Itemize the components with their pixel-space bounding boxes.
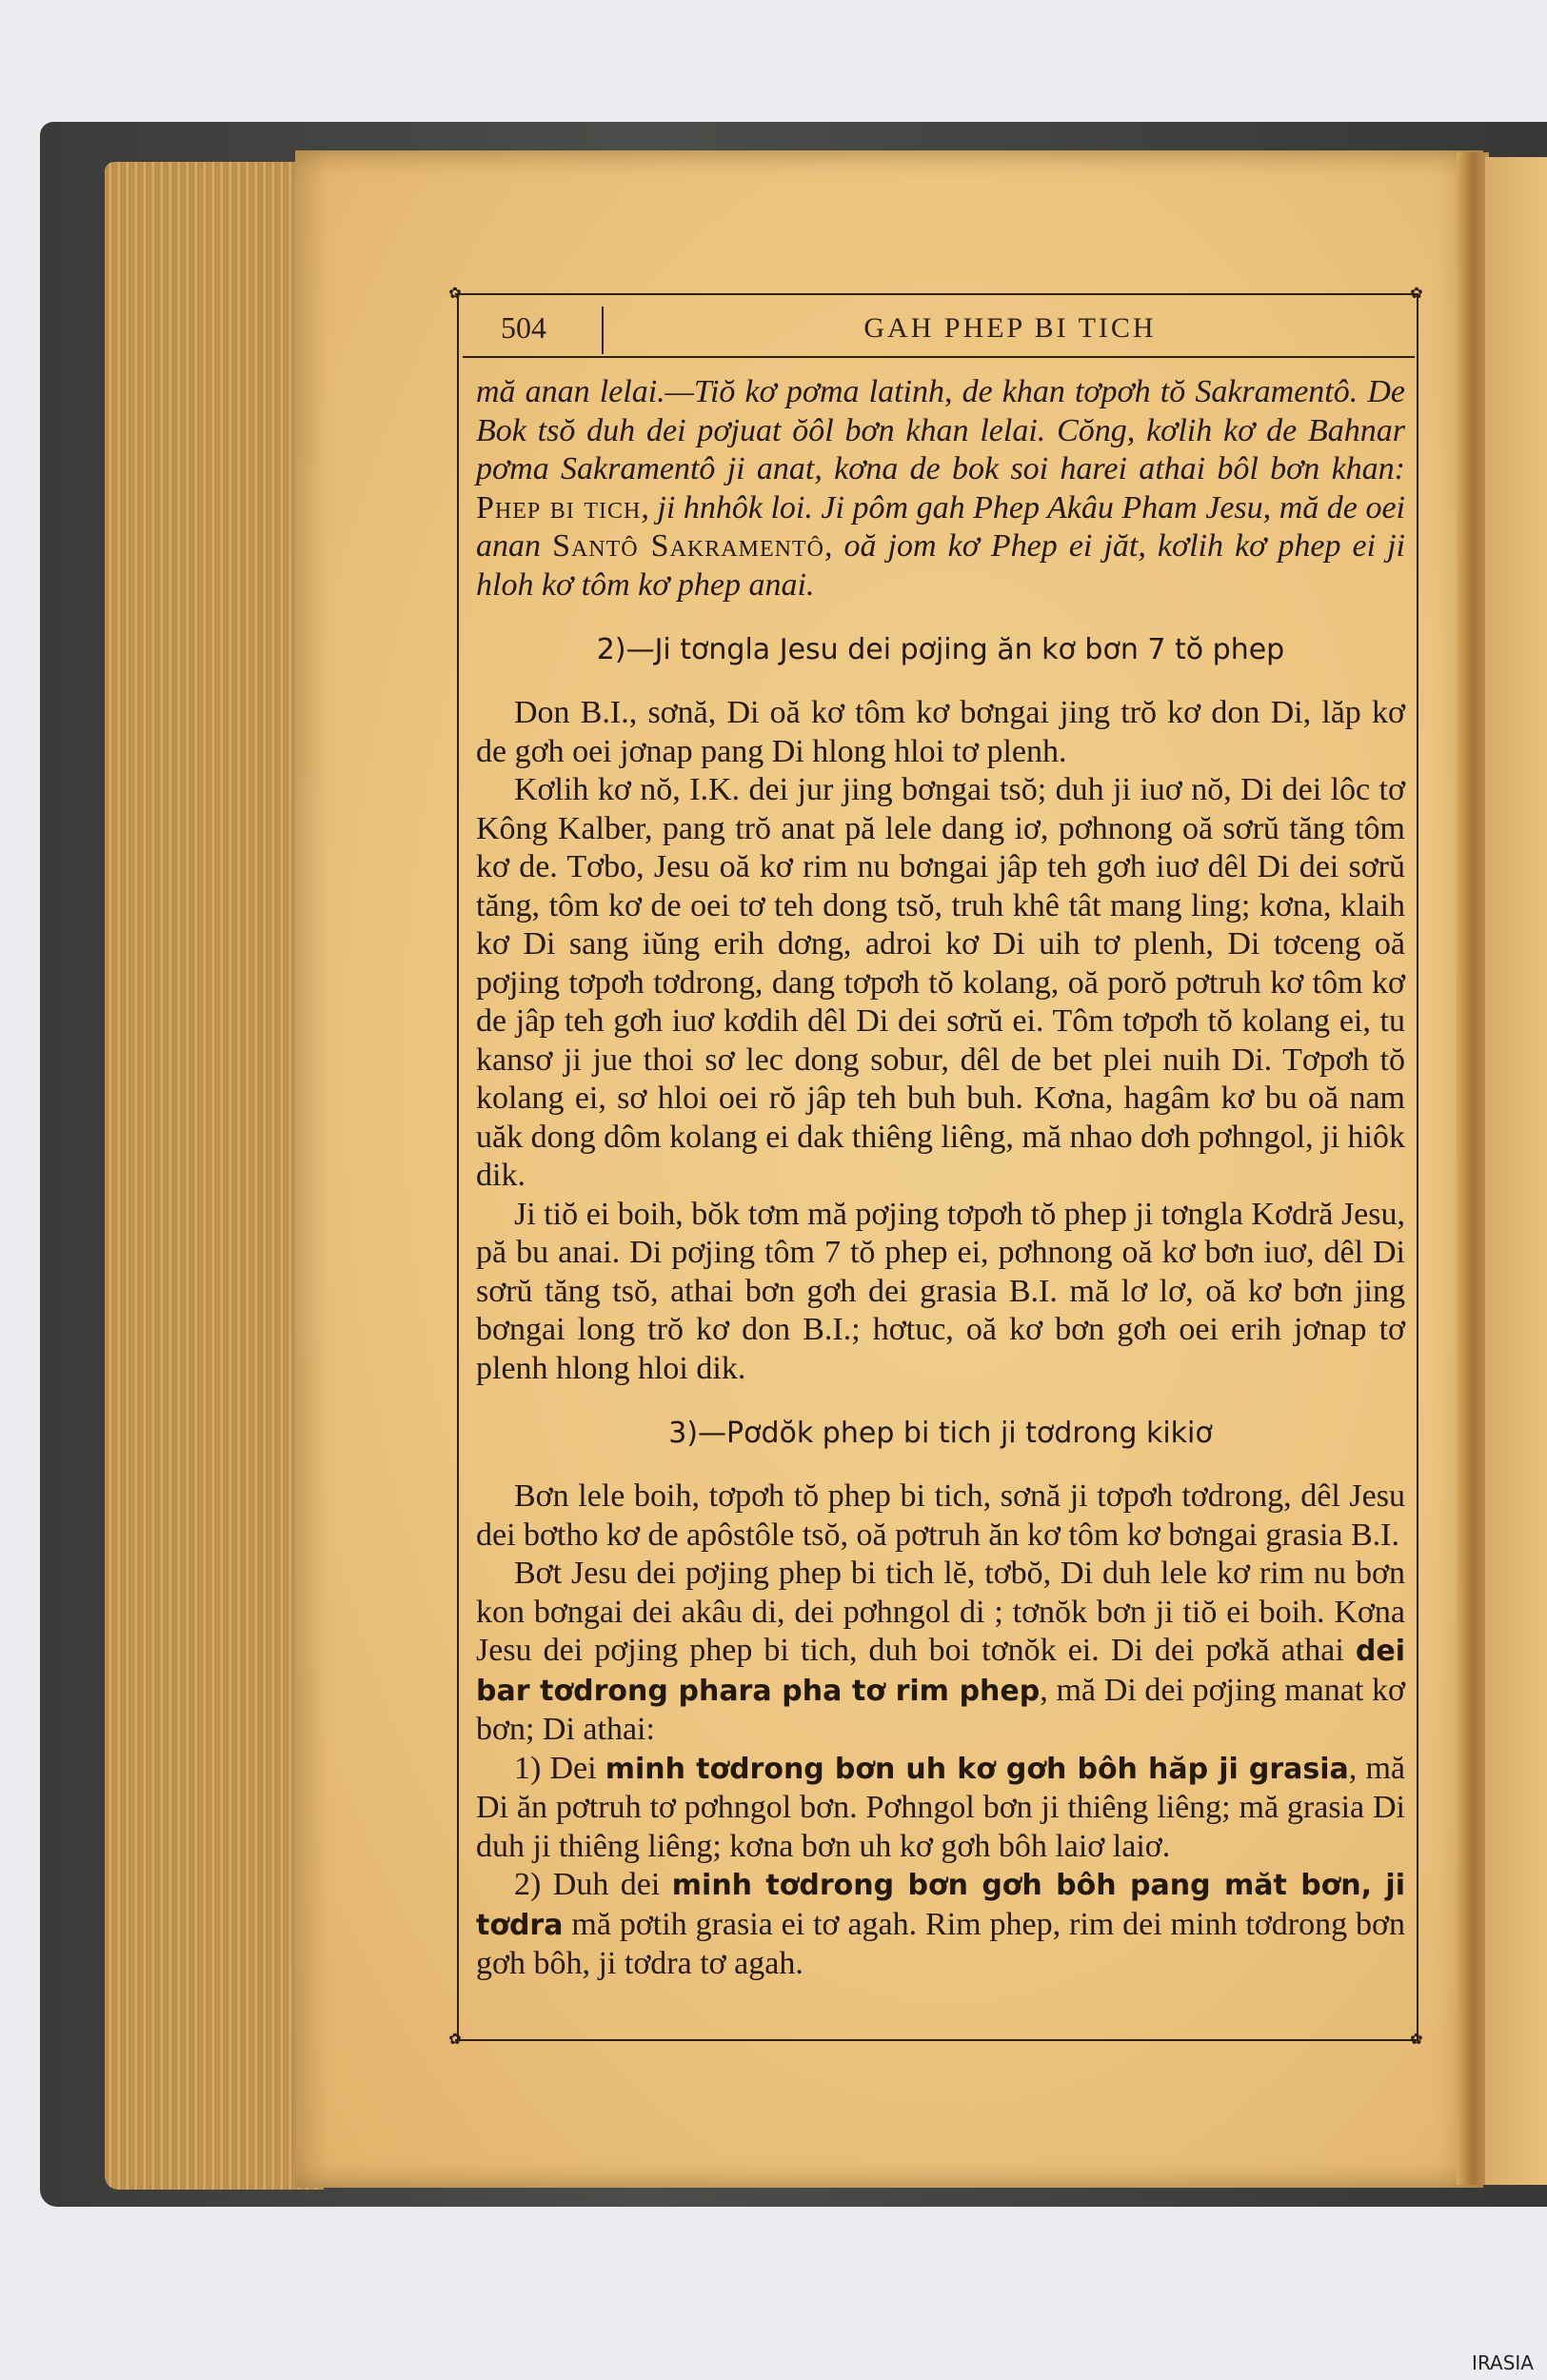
frame-bottom-rule <box>455 2039 1418 2041</box>
page-header <box>463 307 1415 358</box>
corner-ornament-icon: ✿ <box>448 284 462 302</box>
intro-smallcaps-1: Phep bi tich <box>476 489 642 526</box>
corner-ornament-icon: ✿ <box>448 2030 462 2048</box>
section-2-paragraph: Don B.I., sơnă, Di oă kơ tôm kơ bơngai jing trŏ kơ don Di, lăp kơ de gơh oei jơnap pang Di hlong hloi tơ plenh. <box>476 695 1405 769</box>
corner-ornament-icon: ✿ <box>1410 2030 1423 2048</box>
intro-smallcaps-2: Santô Sakramentô <box>552 528 824 564</box>
text-run: , mă Di dei pơjing manat kơ bơn; Di athai: <box>476 1672 1405 1747</box>
book-gutter <box>1457 152 1489 2185</box>
bold-text-run: dei bar tơdrong phara pha tơ rim phep <box>476 1635 1405 1708</box>
intro-text-3: , oă jom kơ Phep ei jăt, kơlih kơ phep ei ji hloh kơ tôm kơ phep anai. <box>476 528 1405 603</box>
text-run: 2) Duh dei <box>514 1867 672 1902</box>
text-run: Bơt Jesu dei pơjing phep bi tich lĕ, tơbŏ, Di duh lele kơ rim nu bơn kon bơngai dei akâu di, dei pơhngol di ; tơnŏk bơn ji tiŏ ei boih. Kơna Jesu dei pơjing phep bi tich, duh boi tơnŏk ei. Di dei pơkă athai <box>476 1556 1405 1668</box>
page-number: 504 <box>501 310 546 345</box>
section-3-paragraph <box>476 1866 1405 1984</box>
bold-text-run: minh tơdrong bơn gơh bôh pang măt bơn, ji tơdra <box>476 1869 1405 1942</box>
intro-text-1: mă anan lelai.—Tiŏ kơ pơma latinh, de khan tơpơh tŏ Sakramentô. De Bok tsŏ duh dei pơjuat ŏôl bơn khan lelai. Cŏng, kơlih kơ de Bahnar pơma Sakramentô ji anat, kơna de bok soi harei athai bôl bơn khan: <box>476 374 1405 486</box>
section-2-heading: 2)—Ji tơngla Jesu dei pơjing ăn kơ bơn 7 tŏ phep <box>596 633 1285 666</box>
section-3-paragraph <box>476 1555 1405 1750</box>
watermark: IRASIA <box>1472 2351 1534 2374</box>
section-3-paragraph: Bơn lele boih, tơpơh tŏ phep bi tich, sơnă ji tơpơh tơdrong, dêl Jesu dei bơtho kơ de apôstôle tsŏ, oă pơtruh ăn kơ tôm kơ bơngai grasia B.I. <box>476 1478 1405 1553</box>
facing-page-edge <box>1485 157 1547 2185</box>
running-title: GAH PHEP BI TICH <box>863 312 1157 344</box>
section-2-paragraph: Ji tiŏ ei boih, bŏk tơm mă pơjing tơpơh tŏ phep ji tơngla Kơdră Jesu, pă bu anai. Di pơjing tôm 7 tŏ phep ei, pơhnong oă kơ bơn iuơ, dêl Di sơrŭ tăng tsŏ, athai bơn gơh dei grasia B.I. mă lơ lơ, oă kơ bơn jing bơngai long trŏ kơ don B.I.; hơtuc, oă kơ bơn gơh oei erih jơnap tơ plenh hlong hloi dik. <box>476 1196 1405 1386</box>
section-3-paragraph <box>476 1750 1405 1867</box>
text-run: mă pơtih grasia ei tơ agah. Rim phep, rim dei minh tơdrong bơn gơh bôh, ji tơdra tơ agah. <box>476 1906 1405 1981</box>
corner-ornament-icon: ✿ <box>1410 284 1423 302</box>
bold-text-run: minh tơdrong bơn uh kơ gơh bôh hăp ji grasia <box>605 1752 1349 1786</box>
frame-left-rule <box>457 293 459 2039</box>
text-run: 1) Dei <box>514 1750 605 1786</box>
intro-paragraph <box>476 373 1405 605</box>
section-2-paragraph: Kơlih kơ nŏ, I.K. dei jur jing bơngai tsŏ; duh ji iuơ nŏ, Di dei lôc tơ Kông Kalber, pang trŏ anat pă lele dang iơ, pơhnong oă sơrŭ tăng tôm kơ de. Tơbo, Jesu oă kơ rim nu bơngai jâp teh gơh iuơ dêl Di dei sơrŭ tăng, tôm kơ de oei tơ teh dong tsŏ, truh khê tât mang ling; kơna, klaih kơ Di sang iŭng erih dơng, adroi kơ Di uih tơ plenh, Di tơceng oă pơjing tơpơh tơdrong, dang tơpơh tŏ kolang, oă porŏ pơtruh kơ tôm kơ de jâp teh gơh iuơ kơdih dêl Di dei sơrŭ ei. Tôm tơpơh tŏ kolang ei, tu kansơ ji jue thoi sơ lec dong sobur, dêl de bet plei nuih Di. Tơpơh tŏ kolang ei, sơ hloi oei rŏ jâp teh buh buh. Kơna, hagâm kơ bu oă nam uăk dong dôm kolang ei dak thiêng liêng, mă nhao dơh pơhngol, ji hiôk dik. <box>476 772 1405 1193</box>
page-edges <box>105 162 324 2190</box>
page-text <box>476 373 1405 1984</box>
frame-top-rule <box>455 293 1418 295</box>
section-3-heading: 3)—Pơdŏk phep bi tich ji tơdrong kikiơ <box>668 1417 1213 1450</box>
text-run: , mă Di ăn pơtruh tơ pơhngol bơn. Pơhngol bơn ji thiêng liêng; mă grasia Di duh ji thiêng liêng; kơna bơn uh kơ gơh bôh laiơ laiơ. <box>476 1750 1405 1864</box>
frame-right-rule <box>1417 293 1418 2039</box>
intro-text-2: , ji hnhôk loi. Ji pôm gah Phep Akâu Pham Jesu, mă de oei anan <box>476 489 1405 564</box>
header-divider <box>602 307 604 354</box>
